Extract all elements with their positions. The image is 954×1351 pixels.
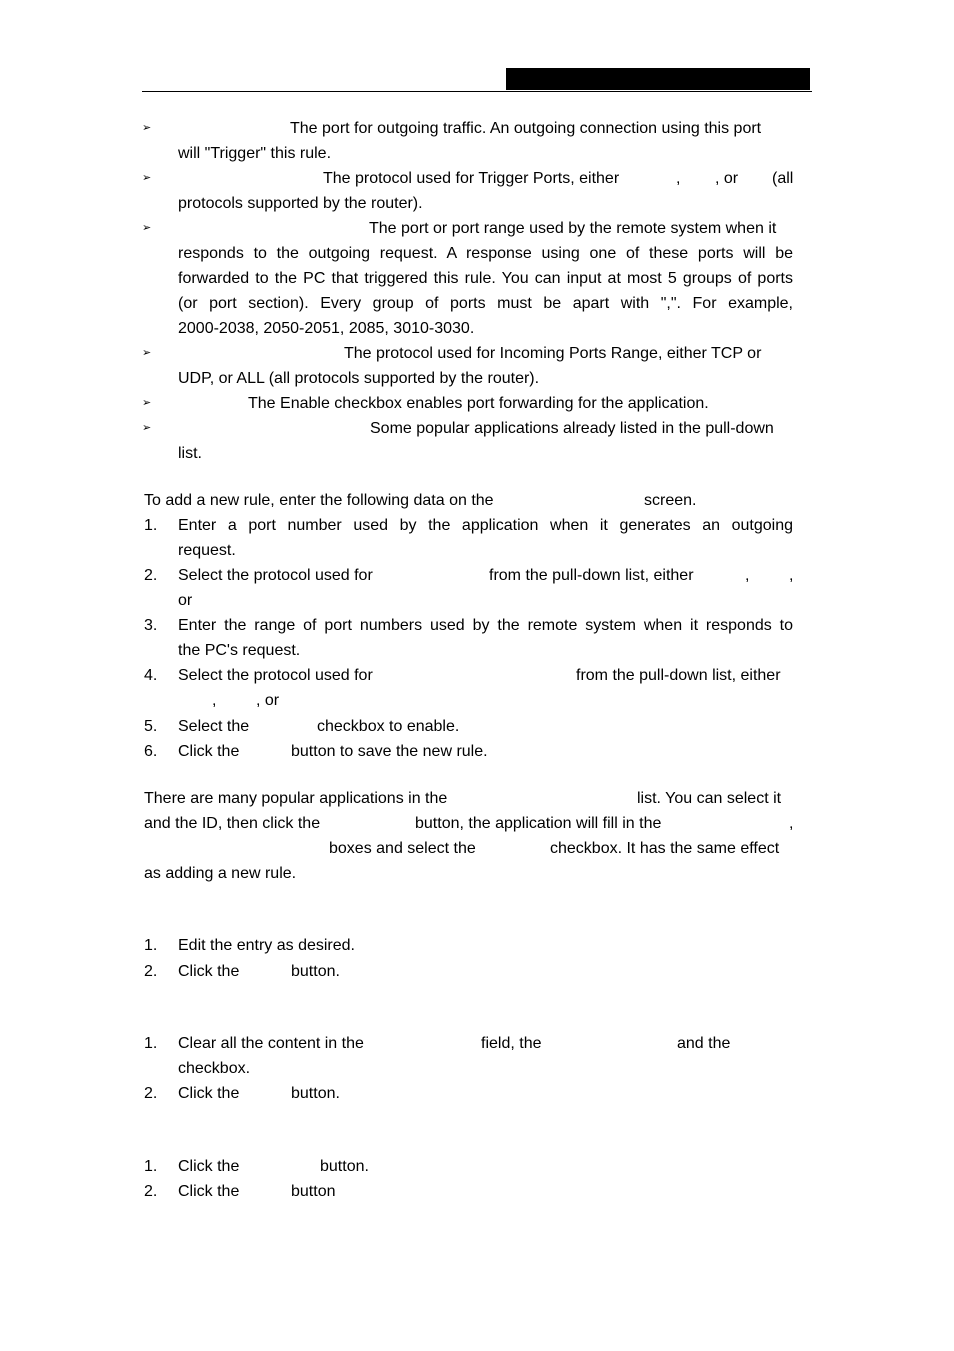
popular-line-2c: , [789,815,794,832]
step-number: 6. [144,743,158,760]
popular-line-2a: and the ID, then click the [144,815,321,832]
delete-step-2-b: button. [291,1085,340,1102]
bullet-marker: ➢ [142,222,152,234]
bullet-4-line-1: The protocol used for Incoming Ports Range, either TCP or [344,345,762,362]
add-rule-intro-b: screen. [644,492,697,509]
bullet-2-line-1d: (all [772,170,794,187]
delete-step-1-a: Clear all the content in the [178,1035,364,1052]
step-number: 4. [144,667,158,684]
add-step-1-line-1: Enter a port number used by the application when it generates an outgoing [178,517,793,534]
step-number: 1. [144,1035,158,1052]
popular-line-2b: button, the application will fill in the [415,815,662,832]
add-step-4-a: Select the protocol used for [178,667,373,684]
add-step-1-line-2: request. [178,542,236,559]
header-rule [142,91,812,92]
clear-step-2-a: Click the [178,1183,240,1200]
bullet-6-line-2: list. [178,445,202,462]
bullet-3-line-2: responds to the outgoing request. A response using one of these ports will be [178,245,793,262]
popular-line-3b: checkbox. It has the same effect [550,840,780,857]
clear-step-1-a: Click the [178,1158,240,1175]
bullet-2-line-1b: , [676,170,681,187]
delete-step-1-line-2: checkbox. [178,1060,251,1077]
bullet-2-line-1a: The protocol used for Trigger Ports, either [323,170,620,187]
popular-line-3a: boxes and select the [329,840,476,857]
bullet-marker: ➢ [142,397,152,409]
bullet-marker: ➢ [142,172,152,184]
popular-line-1a: There are many popular applications in the [144,790,448,807]
bullet-3-line-1: The port or port range used by the remote system when it [369,220,777,237]
add-step-2-a: Select the protocol used for [178,567,373,584]
add-step-2-line-2: or [178,592,193,609]
add-step-6-a: Click the [178,743,240,760]
bullet-4-line-2: UDP, or ALL (all protocols supported by the router). [178,370,540,387]
modify-step-2-a: Click the [178,963,240,980]
add-step-5-b: checkbox to enable. [317,718,460,735]
add-rule-intro-a: To add a new rule, enter the following data on the [144,492,494,509]
bullet-marker: ➢ [142,347,152,359]
add-step-6-b: button to save the new rule. [291,743,488,760]
step-number: 1. [144,517,158,534]
clear-step-1-b: button. [320,1158,369,1175]
add-step-3-line-2: the PC's request. [178,642,301,659]
bullet-3-line-4: (or port section). Every group of ports must be apart with ",". For example, [178,295,793,312]
step-number: 2. [144,567,158,584]
add-step-2-c: , [745,567,750,584]
clear-step-2-b: button [291,1183,336,1200]
modify-step-2-b: button. [291,963,340,980]
add-step-2-b: from the pull-down list, either [489,567,694,584]
bullet-3-line-3: forwarded to the PC that triggered this rule. You can input at most 5 groups of ports [178,270,793,287]
bullet-5-line-1: The Enable checkbox enables port forwarding for the application. [248,395,709,412]
step-number: 5. [144,718,158,735]
bullet-1-line-1: The port for outgoing traffic. An outgoing connection using this port [290,120,762,137]
step-number: 2. [144,1183,158,1200]
modify-step-1: Edit the entry as desired. [178,937,355,954]
add-step-3-line-1: Enter the range of port numbers used by the remote system when it responds to [178,617,793,634]
add-step-4-line-2b: , or [256,692,280,709]
step-number: 2. [144,1085,158,1102]
header-bar [506,68,810,90]
step-number: 1. [144,937,158,954]
bullet-2-line-1c: , or [715,170,739,187]
step-number: 3. [144,617,158,634]
bullet-2-line-2: protocols supported by the router). [178,195,423,212]
bullet-1-line-2: will "Trigger" this rule. [178,145,332,162]
step-number: 2. [144,963,158,980]
delete-step-1-c: and the [677,1035,731,1052]
add-step-4-b: from the pull-down list, either [576,667,781,684]
bullet-marker: ➢ [142,122,152,134]
add-step-2-d: , [789,567,794,584]
bullet-3-line-5: 2000-2038, 2050-2051, 2085, 3010-3030. [178,320,475,337]
delete-step-2-a: Click the [178,1085,240,1102]
add-step-5-a: Select the [178,718,250,735]
popular-line-1b: list. You can select it [637,790,782,807]
popular-line-4: as adding a new rule. [144,865,297,882]
bullet-6-line-1: Some popular applications already listed in the pull-down [370,420,774,437]
add-step-4-line-2a: , [212,692,217,709]
delete-step-1-b: field, the [481,1035,542,1052]
bullet-marker: ➢ [142,422,152,434]
step-number: 1. [144,1158,158,1175]
